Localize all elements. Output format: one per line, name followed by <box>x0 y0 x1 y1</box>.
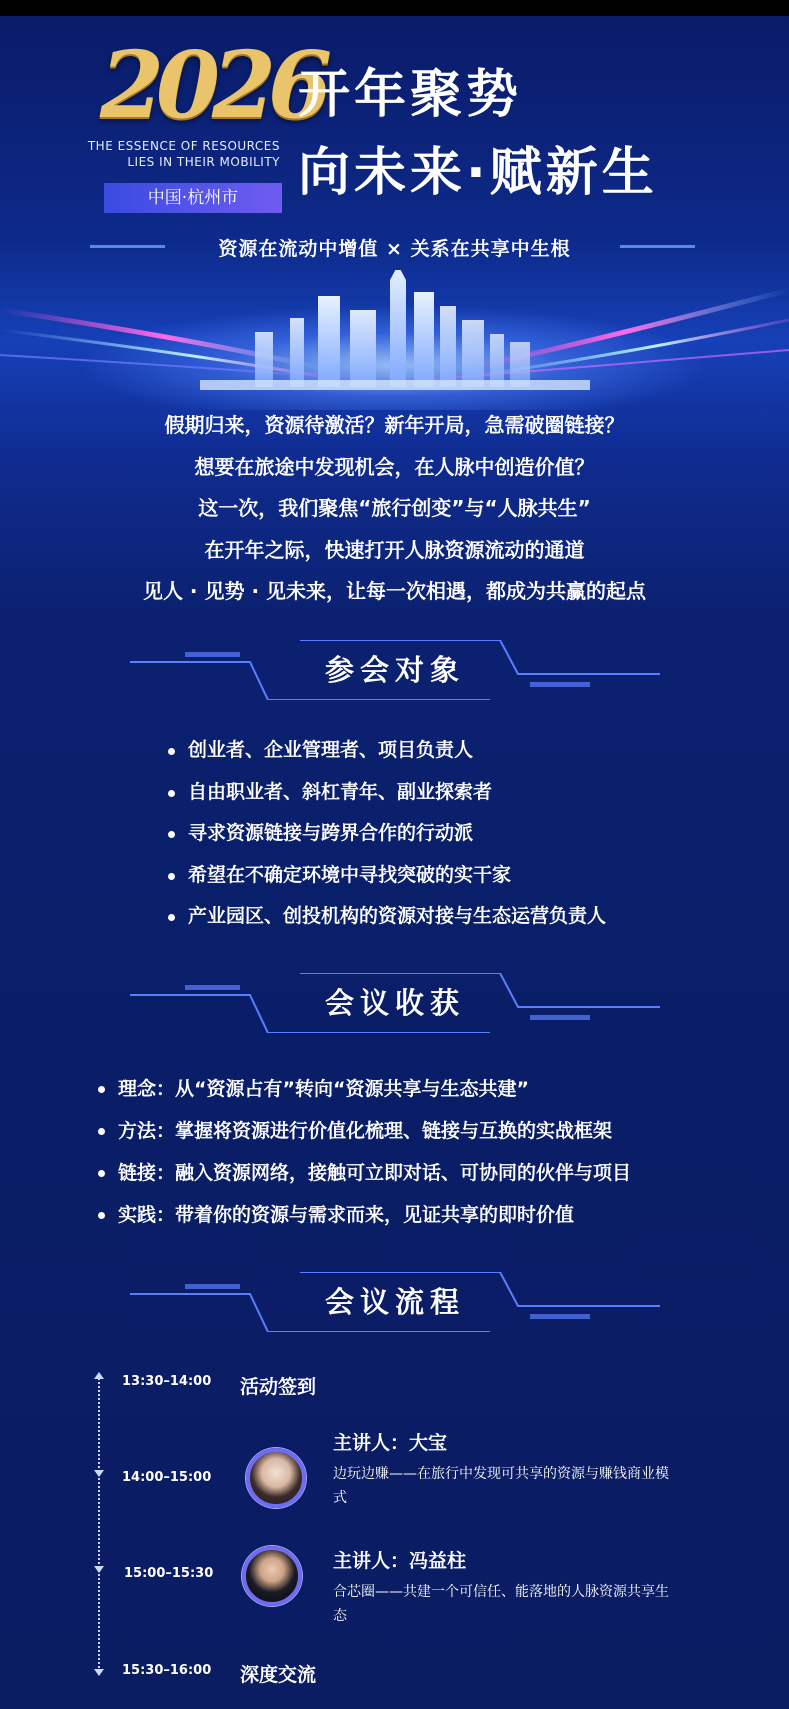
intro-line: 这一次，我们聚焦“旅行创变”与“人脉共生” <box>198 496 591 520</box>
timeline-marker <box>94 1470 104 1477</box>
agenda-activity: 深度交流 <box>240 1664 317 1686</box>
section-heading-audience <box>130 640 660 700</box>
section-title: 会议流程 <box>324 1285 465 1319</box>
talk-topic: 边玩边赚——在旅行中发现可共享的资源与赚钱商业模式 <box>333 1466 669 1506</box>
intro-line: 假期归来，资源待激活？新年开局，急需破圈链接？ <box>164 413 625 437</box>
timeline-arrow-up <box>94 1372 104 1379</box>
city-badge: 中国·杭州市 <box>104 183 282 213</box>
section-title: 会议收获 <box>324 986 465 1020</box>
year-logo: 2026 <box>100 31 325 139</box>
speaker-avatar-dabao <box>246 1448 306 1508</box>
main-title-line2: 向未来·赋新生 <box>298 143 658 203</box>
city-skyline-illustration <box>0 270 789 400</box>
top-bar <box>0 0 789 16</box>
main-title-line1: 开年聚势 <box>298 65 523 125</box>
speaker-name: 主讲人：冯益柱 <box>333 1550 467 1572</box>
intro-line: 想要在旅途中发现机会，在人脉中创造价值？ <box>194 454 595 479</box>
english-slogan <box>60 138 280 170</box>
speaker-avatar-fengyizhu <box>242 1546 302 1606</box>
intro-text <box>0 405 789 613</box>
list-item: 产业园区、创投机构的资源对接与生态运营负责人 <box>166 896 606 938</box>
section-heading-agenda <box>130 1272 660 1332</box>
intro-line: 在开年之际，快速打开人脉资源流动的通道 <box>204 537 585 562</box>
agenda-activity: 活动签到 <box>240 1376 317 1398</box>
timeline-marker <box>94 1566 104 1573</box>
agenda-time: 15:30–16:00 <box>122 1663 212 1678</box>
english-slogan-line1: THE ESSENCE OF RESOURCES <box>87 139 280 153</box>
section-heading-gains <box>130 973 660 1033</box>
gains-list <box>96 1068 631 1236</box>
list-item: 自由职业者、斜杠青年、副业探索者 <box>166 772 606 814</box>
list-item: 理念：从“资源占有”转向“资源共享与生态共建” <box>96 1068 631 1110</box>
list-item: 希望在不确定环境中寻找突破的实干家 <box>166 855 606 897</box>
english-slogan-line2: LIES IN THEIR MOBILITY <box>127 155 280 169</box>
intro-line: 见人 · 见势 · 见未来，让每一次相遇，都成为共赢的起点 <box>142 579 647 603</box>
section-title: 参会对象 <box>324 653 465 687</box>
subtitle: 资源在流动中增值 × 关系在共享中生根 <box>218 238 571 260</box>
list-item: 创业者、企业管理者、项目负责人 <box>166 730 606 772</box>
list-item: 链接：融入资源网络，接触可立即对话、可协同的伙伴与项目 <box>96 1152 631 1194</box>
list-item: 寻求资源链接与跨界合作的行动派 <box>166 813 606 855</box>
list-item: 实践：带着你的资源与需求而来，见证共享的即时价值 <box>96 1194 631 1236</box>
audience-list <box>166 730 606 938</box>
agenda-time: 15:00–15:30 <box>124 1566 214 1581</box>
agenda-time: 13:30–14:00 <box>122 1374 212 1389</box>
agenda-time: 14:00–15:00 <box>122 1470 212 1485</box>
timeline-arrow-down <box>94 1669 104 1676</box>
list-item: 方法：掌握将资源进行价值化梳理、链接与互换的实战框架 <box>96 1110 631 1152</box>
talk-topic: 合芯圈——共建一个可信任、能落地的人脉资源共享生态 <box>333 1584 669 1624</box>
timeline-line <box>98 1378 100 1668</box>
speaker-name: 主讲人：大宝 <box>333 1432 448 1454</box>
